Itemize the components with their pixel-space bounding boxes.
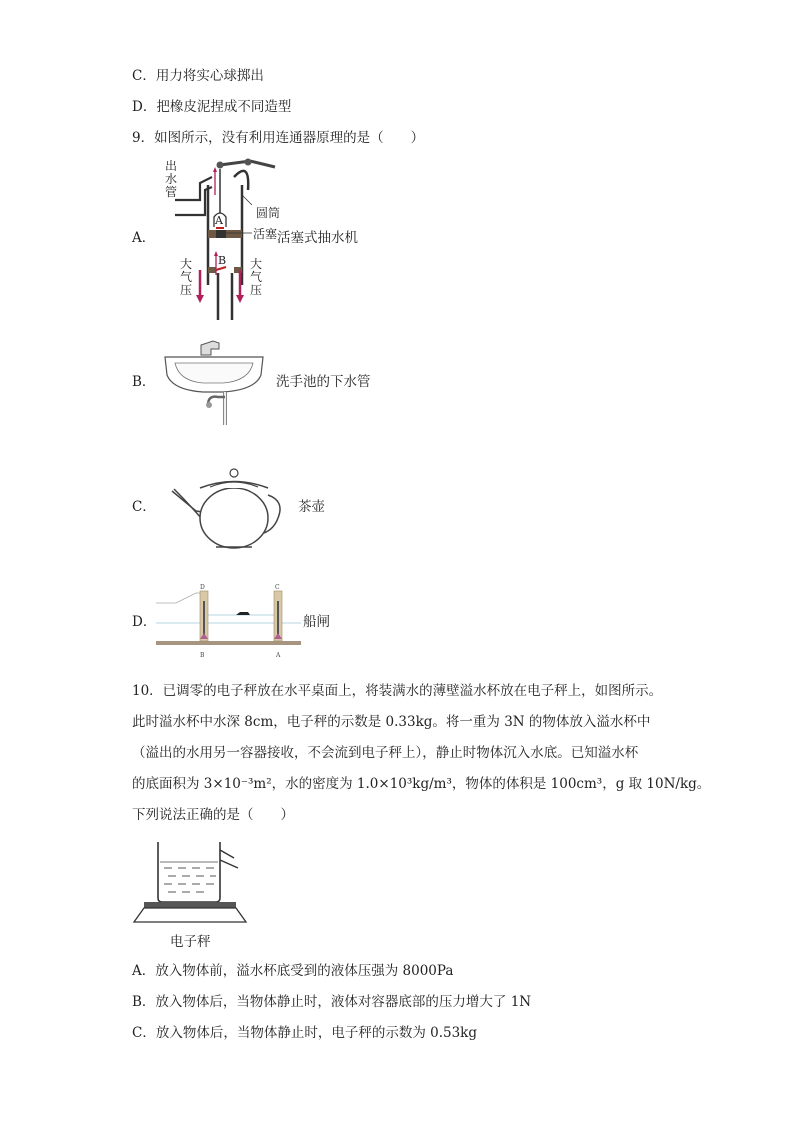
- label-atm-left: 大 气 压: [180, 257, 193, 297]
- ship-lock-figure: [156, 583, 301, 663]
- label-gate-d: D: [200, 584, 205, 591]
- label-valve-a: A: [215, 214, 223, 227]
- q9-option-b-caption: 洗手池的下水管: [276, 374, 371, 390]
- q10-option-b: B．放入物体后，当物体静止时，液体对容器底部的压力增大了 1N: [132, 994, 532, 1010]
- q9-option-c-caption: 茶壶: [298, 499, 325, 515]
- q9-option-d-label: D．: [132, 614, 157, 630]
- sink-figure: [163, 335, 273, 430]
- label-cylinder: 圆筒: [256, 206, 281, 220]
- q10-option-a: A．放入物体前，溢水杯底受到的液体压强为 8000Pa: [132, 963, 454, 979]
- label-valve-a-lock: A: [276, 652, 281, 659]
- q10-line-1: 10．已调零的电子秤放在水平桌面上，将装满水的薄壁溢水杯放在电子秤上，如图所示。: [132, 683, 663, 699]
- label-gate-c: C: [275, 584, 280, 591]
- option-c-prev: C．用力将实心球掷出: [132, 68, 264, 84]
- q9-option-a-label: A．: [132, 230, 156, 246]
- q10-line-2: 此时溢水杯中水深 8cm，电子秤的示数是 0.33kg。将一重为 3N 的物体放入溢水杯中: [132, 714, 651, 730]
- q9-option-b-label: B．: [132, 374, 156, 390]
- label-atm-right: 大 气 压: [250, 257, 263, 297]
- label-outlet: 出 水 管: [165, 159, 178, 199]
- q10-line-5: 下列说法正确的是（ ）: [132, 807, 294, 823]
- option-d-prev: D．把橡皮泥捏成不同造型: [132, 99, 292, 115]
- teapot-figure: [170, 463, 290, 555]
- q9-option-c-label: C．: [132, 499, 156, 515]
- label-valve-b: B: [218, 254, 227, 267]
- q9-option-a-caption: 活塞式抽水机: [277, 230, 358, 246]
- label-piston: 活塞: [253, 227, 278, 241]
- overflow-cup-on-scale-figure: [130, 840, 250, 928]
- q9-option-d-caption: 船闸: [303, 614, 330, 630]
- q10-line-3: （溢出的水用另一容器接收，不会流到电子秤上），静止时物体沉入水底。已知溢水杯: [132, 745, 639, 761]
- scale-caption: 电子秤: [170, 934, 211, 950]
- q10-line-4: 的底面积为 3×10⁻³m²，水的密度为 1.0×10³kg/m³，物体的体积是 100cm³，g 取 10N/kg。: [132, 776, 711, 792]
- q10-option-c: C．放入物体后，当物体静止时，电子秤的示数为 0.53kg: [132, 1025, 478, 1041]
- q9-stem: 9．如图所示，没有利用连通器原理的是（ ）: [132, 130, 425, 146]
- label-valve-b-lock: B: [200, 652, 205, 659]
